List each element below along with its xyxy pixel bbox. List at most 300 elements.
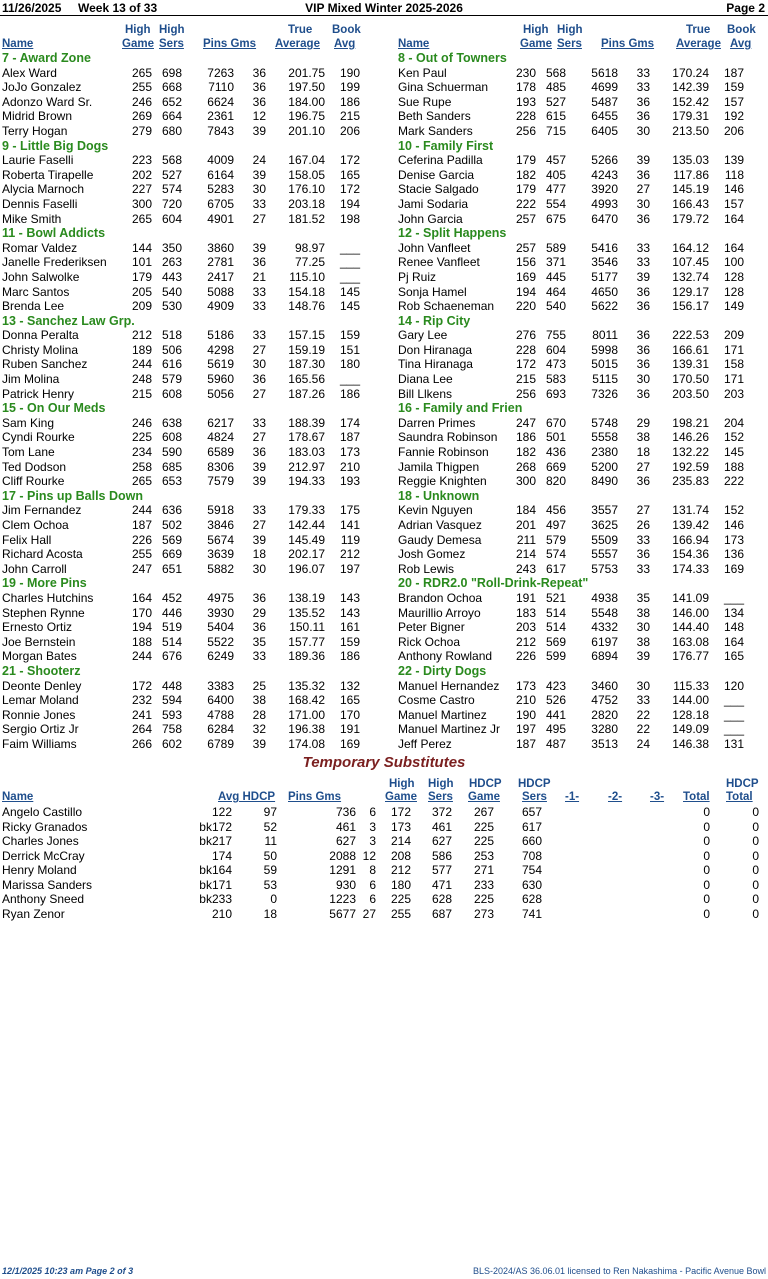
sub-name: Henry Moland [2, 863, 77, 877]
book-average: 209 [723, 328, 744, 343]
sub-high-series: 461 [431, 819, 452, 834]
sub-games: 12 [362, 848, 376, 863]
high-series: 755 [545, 328, 566, 343]
games: 39 [636, 269, 650, 284]
sub-hdcp-series: 630 [521, 877, 542, 892]
high-game: 187 [131, 518, 152, 532]
games: 39 [252, 532, 266, 547]
player-row [0, 343, 384, 358]
true-average: 189.36 [288, 649, 325, 664]
player-row [384, 416, 768, 431]
sub-high-game: 225 [390, 892, 411, 906]
pins: 4752 [591, 693, 618, 708]
high-game: 247 [131, 561, 152, 576]
pins: 6894 [591, 649, 618, 664]
pins: 5115 [592, 372, 618, 387]
pins: 5200 [591, 459, 618, 474]
high-game: 211 [516, 532, 536, 547]
high-series: 758 [161, 722, 182, 737]
book-average: 118 [724, 167, 744, 182]
book-average: 171 [723, 342, 744, 357]
team-block [384, 489, 768, 577]
pins: 5088 [207, 284, 234, 299]
pins: 5998 [591, 342, 618, 357]
games: 21 [252, 269, 266, 284]
true-average: 163.08 [672, 634, 709, 649]
player-name: Pj Ruiz [398, 269, 437, 284]
substitutes-table [0, 805, 768, 921]
sub-hdcp-game-header-1: HDCP [469, 778, 502, 790]
games: 18 [636, 445, 650, 460]
player-name: Gina Schuerman [398, 80, 489, 95]
true-average: 235.83 [672, 474, 709, 489]
player-name: Deonte Denley [2, 678, 82, 693]
player-name: Faim Williams [2, 736, 77, 751]
true-average: 166.94 [672, 532, 709, 547]
player-row [0, 591, 384, 606]
games: 30 [636, 123, 650, 138]
high-series: 464 [545, 284, 566, 299]
true-average: 117.86 [673, 167, 709, 182]
high-game: 243 [515, 561, 536, 576]
player-row [384, 533, 768, 548]
book-average: 139 [723, 153, 744, 168]
sub-hdcp-series: 708 [521, 848, 542, 863]
team-name: 21 - Shooterz [2, 663, 81, 678]
team-block [384, 226, 768, 314]
high-game: 255 [131, 80, 152, 95]
pins: 3625 [591, 518, 618, 532]
player-row [384, 547, 768, 562]
games: 29 [636, 415, 650, 430]
player-row [384, 679, 768, 694]
high-game: 182 [515, 445, 536, 460]
true-average: 164.12 [672, 240, 709, 255]
games: 27 [252, 342, 266, 357]
high-game: 220 [515, 299, 536, 314]
book-average: ___ [723, 693, 744, 708]
sub-games: 6 [369, 805, 376, 819]
pins: 5748 [591, 415, 618, 430]
high-game: 246 [131, 94, 152, 109]
pins: 6400 [207, 693, 234, 708]
sub-average: 210 [211, 906, 232, 921]
sub-high-series: 627 [431, 834, 452, 848]
high-series: 602 [161, 736, 182, 751]
sub-hdcp-game: 225 [473, 892, 494, 906]
book-average: 165 [339, 167, 360, 182]
book-average: 172 [339, 182, 360, 197]
sub-total-header: Total [683, 791, 710, 803]
sub-total: 0 [703, 848, 710, 863]
sub-pins: 1223 [329, 892, 356, 906]
true-average: 146.38 [672, 736, 709, 751]
pins: 2417 [207, 269, 234, 284]
sub-name: Derrick McCray [2, 848, 85, 863]
sub-handicap: 53 [263, 877, 277, 892]
true-average: 128.18 [672, 707, 709, 722]
true-average: 187.26 [288, 386, 325, 401]
substitute-row [0, 820, 768, 835]
team-name: 16 - Family and Frien [398, 401, 523, 416]
high-game: 265 [131, 65, 152, 80]
sub-hdcp-game: 267 [473, 805, 494, 819]
substitute-row [0, 878, 768, 893]
high-series: 574 [161, 182, 182, 197]
high-series: 599 [545, 649, 566, 664]
book-average: 148 [723, 620, 744, 635]
sub-average: bk233 [199, 892, 232, 906]
player-name: Gaudy Demesa [398, 532, 482, 547]
player-row [384, 460, 768, 475]
book-average: 169 [723, 561, 744, 576]
pins: 6249 [207, 649, 234, 664]
book-average: 186 [339, 94, 360, 109]
player-name: Maurillio Arroyo [398, 605, 481, 620]
true-average: 158.05 [288, 167, 325, 182]
high-series: 519 [161, 620, 182, 635]
high-game: 222 [515, 196, 536, 211]
high-game: 265 [131, 474, 152, 489]
games: 33 [252, 299, 266, 314]
high-game: 257 [515, 240, 536, 255]
player-name: Kevin Nguyen [398, 503, 473, 518]
book-average: 198 [339, 211, 360, 226]
player-row [0, 182, 384, 197]
true-average: 212.97 [288, 459, 325, 474]
true-average: 98.97 [294, 240, 325, 255]
player-row [384, 387, 768, 402]
player-name: Diana Lee [398, 372, 453, 387]
high-game: 172 [131, 678, 152, 693]
book-average: 204 [723, 415, 744, 430]
player-name: Brandon Ochoa [398, 590, 483, 605]
player-row [384, 503, 768, 518]
high-game: 212 [515, 634, 536, 649]
player-name: Brenda Lee [2, 299, 65, 314]
sub-hdcp-game: 225 [473, 819, 494, 834]
team-name: 15 - On Our Meds [2, 401, 106, 416]
high-series: 445 [545, 269, 566, 284]
sub-games: 8 [369, 863, 376, 877]
book-average: 193 [339, 474, 360, 489]
player-row [0, 372, 384, 387]
player-row [384, 95, 768, 110]
team-block [0, 314, 384, 402]
book-average: 132 [339, 678, 360, 693]
games: 28 [252, 707, 266, 722]
true-average: 183.03 [288, 445, 325, 460]
substitutes-title: Temporary Substitutes [302, 754, 466, 771]
high-game: 226 [515, 649, 536, 664]
pins: 4938 [591, 590, 618, 605]
book-average: 145 [339, 299, 360, 314]
high-series: 568 [161, 153, 182, 168]
sub-hdcp-total: 0 [752, 834, 759, 848]
high-series: 521 [545, 590, 566, 605]
high-series: 608 [161, 386, 182, 401]
sub-handicap: 97 [263, 805, 277, 819]
player-name: Beth Sanders [398, 109, 471, 124]
pins-gms-header: Pins Gms [601, 38, 655, 50]
games: 39 [252, 459, 266, 474]
player-name: Jeff Perez [398, 736, 452, 751]
sub-pins: 461 [335, 819, 356, 834]
true-average: 145.19 [672, 182, 709, 197]
player-name: Don Hiranaga [398, 342, 473, 357]
book-average: 164 [723, 240, 744, 255]
high-game: 214 [515, 547, 536, 562]
high-series: 676 [161, 649, 182, 664]
high-game: 164 [131, 590, 152, 605]
player-name: Ken Paul [398, 65, 447, 80]
sub-hdcp-series: 741 [521, 906, 542, 921]
high-series: 554 [545, 196, 566, 211]
high-series: 589 [545, 240, 566, 255]
player-row [0, 533, 384, 548]
player-row [384, 708, 768, 723]
player-row [384, 693, 768, 708]
book-average: 172 [339, 153, 360, 168]
high-game: 215 [131, 386, 152, 401]
high-series: 405 [545, 167, 566, 182]
high-series: 350 [161, 240, 182, 255]
high-game: 183 [515, 605, 536, 620]
high-game: 256 [515, 123, 536, 138]
book-average: 173 [723, 532, 744, 547]
substitute-row [0, 834, 768, 849]
book-average: 134 [723, 605, 744, 620]
high-series: 670 [545, 415, 566, 430]
true-average: 159.19 [288, 342, 325, 357]
player-row [384, 737, 768, 752]
sub-high-game: 180 [390, 877, 411, 892]
high-game: 230 [515, 65, 536, 80]
book-average: 203 [723, 386, 744, 401]
player-name: Manuel Hernandez [398, 678, 500, 693]
sub-hdcp-sers-header-1: HDCP [518, 778, 551, 790]
true-average: 135.52 [288, 605, 325, 620]
high-game: 179 [515, 153, 536, 168]
player-name: Renee Vanfleet [398, 255, 480, 270]
pins: 5882 [207, 561, 234, 576]
sub-name: Ryan Zenor [2, 906, 65, 921]
book-average: 191 [339, 722, 360, 737]
high-series: 526 [545, 693, 566, 708]
true-average: 135.32 [288, 678, 325, 693]
games: 39 [636, 649, 650, 664]
player-row [0, 109, 384, 124]
sub-hdcp-game: 233 [473, 877, 494, 892]
pins: 4824 [207, 430, 234, 445]
sub-handicap: 18 [263, 906, 277, 921]
high-series: 568 [545, 65, 566, 80]
high-series: 675 [545, 211, 566, 226]
player-row [0, 197, 384, 212]
sub-name-header: Name [2, 791, 34, 803]
high-game: 265 [131, 211, 152, 226]
games: 30 [636, 620, 650, 635]
high-series: 477 [545, 182, 566, 197]
high-series: 653 [161, 474, 182, 489]
true-average: 152.42 [672, 94, 709, 109]
high-series: 820 [545, 474, 566, 489]
high-series: 501 [545, 430, 566, 445]
player-row [384, 722, 768, 737]
high-series: 473 [545, 357, 566, 372]
book-average: 146 [723, 182, 744, 197]
team-name: 13 - Sanchez Law Grp. [2, 313, 135, 328]
player-name: Alex Ward [2, 65, 57, 80]
player-name: Janelle Frederiksen [2, 255, 107, 270]
book-average: 212 [339, 547, 360, 562]
sub-average: bk171 [199, 877, 232, 892]
player-row [0, 679, 384, 694]
player-row [384, 80, 768, 95]
player-row [0, 299, 384, 314]
sub-games: 27 [362, 906, 376, 921]
high-series: 651 [161, 561, 182, 576]
high-series: 263 [161, 255, 182, 270]
book-average: 161 [339, 620, 360, 635]
book-average: 215 [339, 109, 360, 124]
book-average: 190 [339, 65, 360, 80]
pins: 2361 [207, 109, 234, 124]
high-series: 590 [161, 445, 182, 460]
high-game: 201 [515, 518, 536, 532]
player-row [0, 124, 384, 139]
pins: 5404 [207, 620, 234, 635]
high-game: 188 [131, 634, 152, 649]
true-avg-header-2: Average [275, 38, 320, 50]
player-row [0, 153, 384, 168]
sub-games: 3 [369, 819, 376, 834]
player-row [0, 357, 384, 372]
player-row [384, 372, 768, 387]
high-series: 615 [545, 109, 566, 124]
sub-high-game: 172 [390, 805, 411, 819]
true-average: 166.61 [672, 342, 709, 357]
high-series: 530 [161, 299, 182, 314]
true-average: 77.25 [294, 255, 325, 270]
high-game: 241 [131, 707, 152, 722]
true-average: 154.36 [672, 547, 709, 562]
games: 36 [252, 445, 266, 460]
games: 39 [252, 167, 266, 182]
high-game: 223 [131, 153, 152, 168]
games: 36 [636, 474, 650, 489]
player-row [384, 285, 768, 300]
team-block [384, 401, 768, 489]
player-name: John Garcia [398, 211, 463, 226]
sub-pins-gms-header: Pins Gms [288, 791, 342, 803]
player-name: Joe Bernstein [2, 634, 76, 649]
true-average: 176.77 [672, 649, 709, 664]
pins: 5283 [207, 182, 234, 197]
player-name: Manuel Martinez Jr [398, 722, 501, 737]
true-average: 188.39 [288, 415, 325, 430]
true-average: 146.00 [672, 605, 709, 620]
high-series: 497 [545, 518, 566, 532]
true-average: 115.10 [289, 269, 325, 284]
pins: 3930 [207, 605, 234, 620]
pins: 4243 [591, 167, 618, 182]
games: 36 [636, 328, 650, 343]
player-name: Darren Primes [398, 415, 476, 430]
sub-average: bk172 [199, 819, 232, 834]
sub-name: Marissa Sanders [2, 877, 93, 892]
games: 35 [252, 634, 266, 649]
sub-high-series: 372 [431, 805, 452, 819]
high-series: 448 [161, 678, 182, 693]
pins: 4332 [591, 620, 618, 635]
sub-high-series: 586 [431, 848, 452, 863]
sub-average: bk164 [199, 863, 232, 877]
pins: 3546 [591, 255, 618, 270]
high-series: 518 [161, 328, 182, 343]
player-row [0, 80, 384, 95]
pins: 2380 [591, 445, 618, 460]
games: 36 [252, 80, 266, 95]
true-average: 176.10 [288, 182, 325, 197]
high-game: 225 [131, 430, 152, 445]
high-game: 190 [515, 707, 536, 722]
sub-pins: 5677 [329, 906, 356, 921]
player-row [384, 182, 768, 197]
high-series: 574 [545, 547, 566, 562]
sub-high-game: 208 [390, 848, 411, 863]
pins: 2820 [591, 707, 618, 722]
book-average: 222 [723, 474, 744, 489]
team-name: 17 - Pins up Balls Down [2, 488, 143, 503]
pins: 4993 [591, 196, 618, 211]
high-series: 593 [161, 707, 182, 722]
true-average: 146.26 [672, 430, 709, 445]
sub-high-series: 471 [431, 877, 452, 892]
games: 36 [252, 372, 266, 387]
games: 39 [636, 153, 650, 168]
player-name: Rick Ochoa [398, 634, 461, 649]
substitute-row [0, 892, 768, 907]
games: 25 [252, 678, 266, 693]
player-row [0, 737, 384, 752]
sub-pins: 627 [335, 834, 356, 848]
true-average: 139.31 [672, 357, 709, 372]
high-series: 514 [161, 634, 182, 649]
games: 39 [252, 474, 266, 489]
high-series: 579 [545, 532, 566, 547]
games: 33 [252, 284, 266, 299]
true-average: 132.74 [672, 269, 709, 284]
player-name: Cliff Rourke [2, 474, 65, 489]
player-name: Cyndi Rourke [2, 430, 75, 445]
book-average: 187 [339, 430, 360, 445]
player-row [384, 255, 768, 270]
team-name: 10 - Family First [398, 138, 494, 153]
book-average: ___ [723, 707, 744, 722]
true-average: 198.21 [672, 415, 709, 430]
report-week: Week 13 of 33 [78, 1, 158, 15]
high-game: 194 [515, 284, 536, 299]
true-average: 196.75 [288, 109, 325, 124]
high-series: 583 [545, 372, 566, 387]
games: 38 [252, 693, 266, 708]
player-row [384, 212, 768, 227]
high-series: 495 [545, 722, 566, 737]
player-row [0, 95, 384, 110]
sub-games: 6 [369, 877, 376, 892]
player-row [384, 197, 768, 212]
